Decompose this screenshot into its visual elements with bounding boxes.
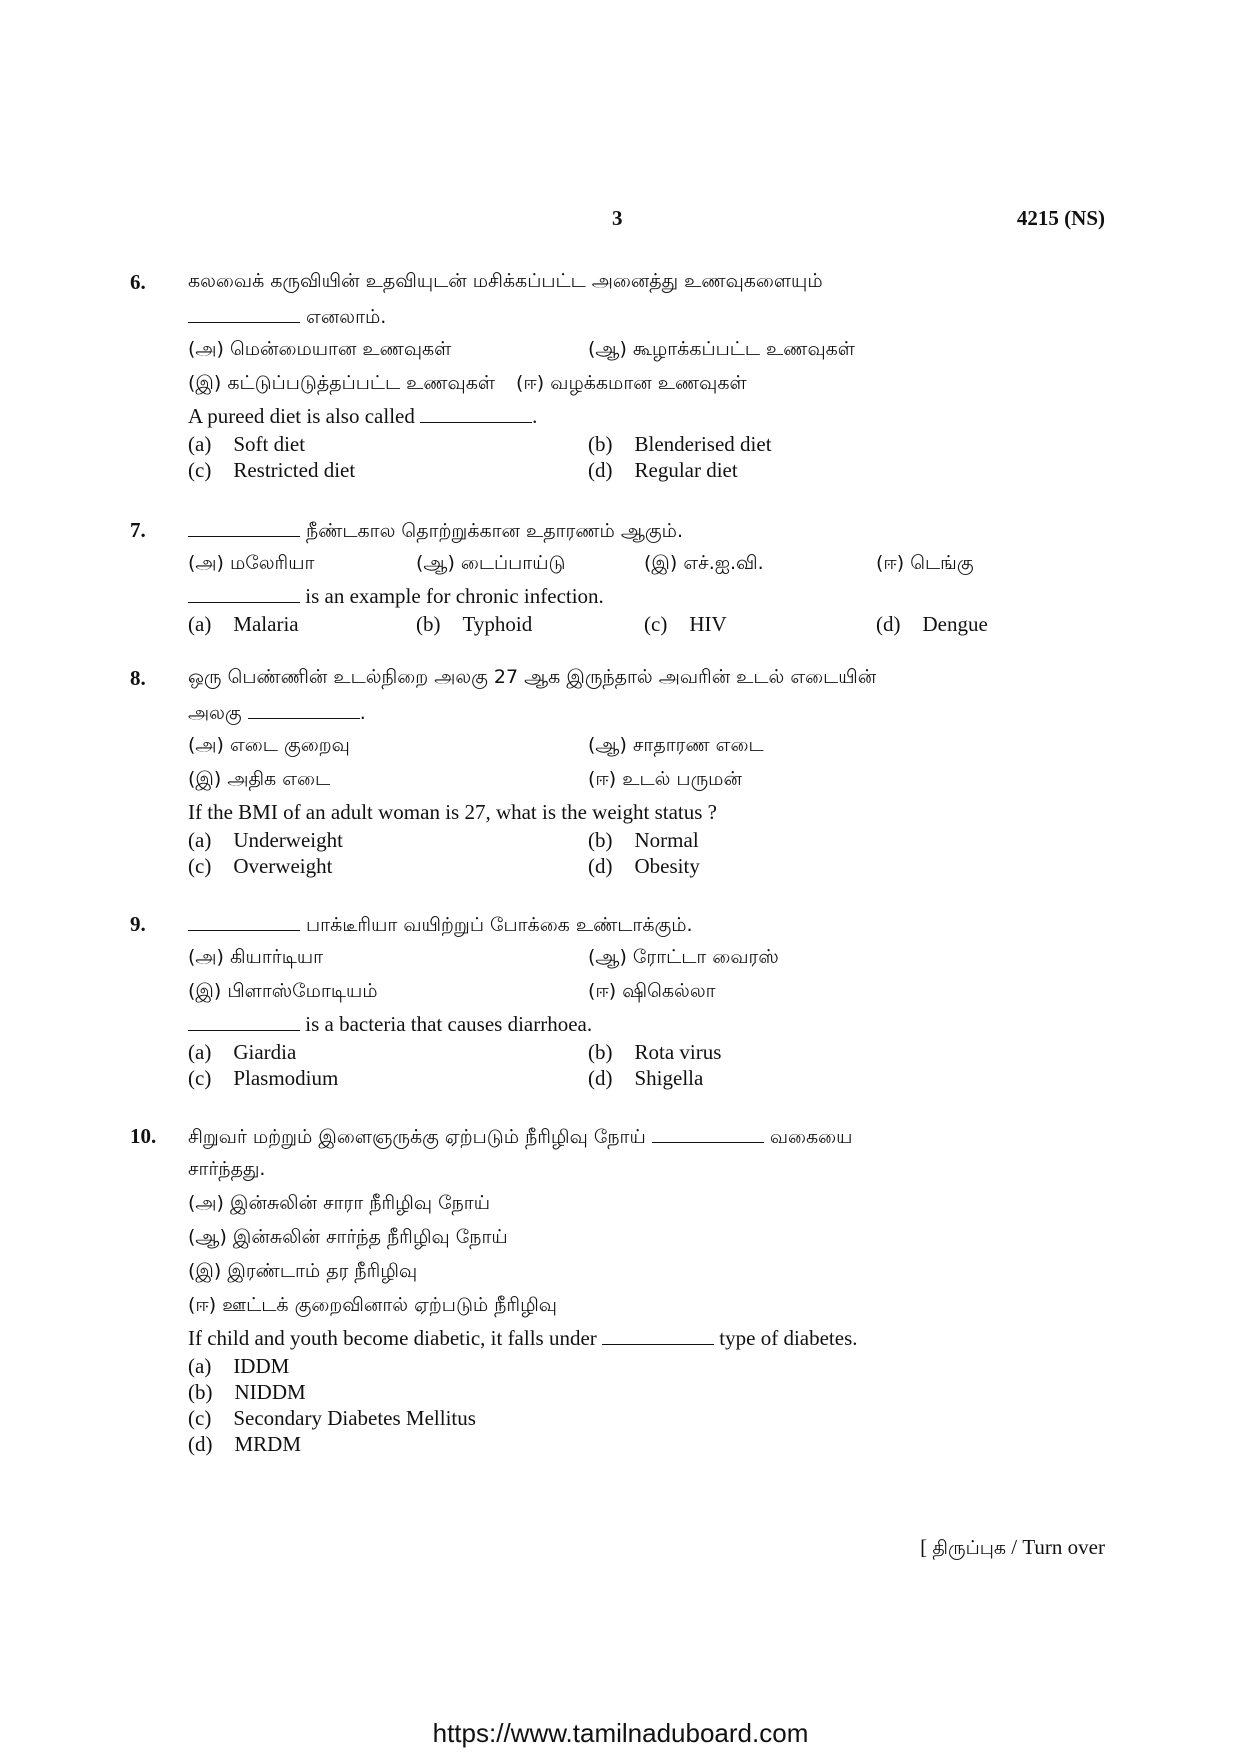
question-text-en: If the BMI of an adult woman is 27, what is the weight status ? — [188, 800, 717, 824]
ta-option-b: (ஆ) ரோட்டா வைரஸ் — [588, 946, 779, 968]
en-option-a: (a) IDDM — [188, 1354, 290, 1378]
ta-option-b: (ஆ) இன்சுலின் சார்ந்த நீரிழிவு நோய் — [188, 1226, 508, 1248]
question-text-ta-1: பாக்டீரியா வயிற்றுப் போக்கை உண்டாக்கும். — [306, 914, 693, 936]
answer-blank — [602, 1326, 714, 1345]
question-text-ta-cont — [188, 304, 386, 331]
question-text-ta: கலவைக் கருவியின் உதவியுடன் மசிக்கப்பட்ட அனைத்து உணவுகளையும் — [188, 270, 823, 292]
ta-option-d: (ஈ) டெங்கு — [876, 552, 974, 574]
turn-over-ta: திருப்புக — [932, 1537, 1006, 1559]
en-option-a: (a) Giardia — [188, 1040, 297, 1064]
answer-blank — [188, 518, 300, 537]
question-text-en-post: . — [532, 404, 538, 428]
en-option-d: (d) MRDM — [188, 1432, 302, 1456]
question-text-ta-1: நீண்டகால தொற்றுக்கான உதாரணம் ஆகும். — [306, 520, 684, 542]
ta-option-b: (ஆ) சாதாரண எடை — [588, 734, 764, 756]
turn-over-en: Turn over — [1022, 1535, 1105, 1559]
page-number: 3 — [612, 206, 623, 230]
en-option-b: (b) Typhoid — [416, 612, 533, 636]
question-text-ta-2: சார்ந்தது. — [188, 1158, 266, 1180]
ta-option-a: (அ) மென்மையான உணவுகள் — [188, 338, 452, 360]
question-number: 8. — [130, 666, 146, 690]
answer-blank — [248, 700, 360, 719]
question-text-ta-1-pre: சிறுவர் மற்றும் இளைஞருக்கு ஏற்படும் நீரிழிவு நோய் — [188, 1126, 646, 1148]
question-text-en — [188, 584, 604, 609]
question-text-ta-2: எனலாம். — [306, 306, 387, 328]
ta-option-c: (இ) பிளாஸ்மோடியம் — [188, 980, 378, 1002]
question-text-en-post: is an example for chronic infection. — [305, 584, 604, 608]
ta-option-a: (அ) எடை குறைவு — [188, 734, 350, 756]
question-number: 7. — [130, 518, 146, 542]
paper-code: 4215 (NS) — [1016, 206, 1105, 230]
question-text-en — [188, 404, 537, 429]
ta-option-d: (ஈ) வழக்கமான உணவுகள் — [516, 372, 747, 394]
ta-option-c: (இ) எச்.ஐ.வி. — [644, 552, 764, 574]
question-number: 10. — [130, 1124, 157, 1148]
question-text-en — [188, 1012, 592, 1037]
ta-option-d: (ஈ) உடல் பருமன் — [588, 768, 742, 790]
ta-option-b: (ஆ) கூழாக்கப்பட்ட உணவுகள் — [588, 338, 855, 360]
en-option-c: (c) HIV — [644, 612, 727, 636]
turn-over-separator: / — [1011, 1535, 1018, 1559]
ta-option-a: (அ) மலேரியா — [188, 552, 315, 574]
en-option-d: (d) Dengue — [876, 612, 988, 636]
answer-blank — [652, 1124, 764, 1143]
en-option-d: (d) Obesity — [588, 854, 700, 878]
en-option-d: (d) Shigella — [588, 1066, 704, 1090]
ta-option-a: (அ) கியார்டியா — [188, 946, 324, 968]
answer-blank — [420, 404, 532, 423]
ta-option-b: (ஆ) டைப்பாய்டு — [416, 552, 566, 574]
en-option-d: (d) Regular diet — [588, 458, 738, 482]
answer-blank — [188, 912, 300, 931]
ta-option-a: (அ) இன்சுலின் சாரா நீரிழிவு நோய் — [188, 1192, 490, 1214]
ta-option-d: (ஈ) ஷிகெல்லா — [588, 980, 716, 1002]
question-text-en-pre: If child and youth become diabetic, it falls under — [188, 1326, 597, 1350]
en-option-a: (a) Underweight — [188, 828, 343, 852]
question-number: 9. — [130, 912, 146, 936]
ta-option-c: (இ) கட்டுப்படுத்தப்பட்ட உணவுகள் — [188, 372, 496, 394]
answer-blank — [188, 304, 300, 323]
ta-option-c: (இ) இரண்டாம் தர நீரிழிவு — [188, 1260, 418, 1282]
en-option-a: (a) Malaria — [188, 612, 299, 636]
question-text-ta — [188, 912, 693, 939]
website-url[interactable]: https://www.tamilnaduboard.com — [432, 1718, 809, 1748]
en-option-b: (b) Rota virus — [588, 1040, 722, 1064]
question-text-ta-2-post: . — [359, 702, 366, 724]
en-option-c: (c) Secondary Diabetes Mellitus — [188, 1406, 476, 1430]
question-text-ta-1-post: வகையை — [769, 1126, 853, 1148]
question-text-ta-cont — [188, 700, 366, 727]
answer-blank — [188, 584, 300, 603]
en-option-c: (c) Plasmodium — [188, 1066, 339, 1090]
en-option-c: (c) Restricted diet — [188, 458, 356, 482]
question-number: 6. — [130, 270, 146, 294]
turn-over-note — [920, 1535, 1105, 1562]
question-text-ta — [188, 518, 683, 545]
question-text-ta-2-pre: அலகு — [188, 702, 242, 724]
question-text-ta — [188, 1124, 852, 1151]
ta-option-d: (ஈ) ஊட்டக் குறைவினால் ஏற்படும் நீரிழிவு — [188, 1294, 557, 1316]
turn-over-bracket: [ — [920, 1535, 928, 1559]
question-text-ta: ஒரு பெண்ணின் உடல்நிறை அலகு 27 ஆக இருந்தால் அவரின் உடல் எடையின் — [188, 666, 877, 688]
question-text-en — [188, 1326, 858, 1351]
en-option-a: (a) Soft diet — [188, 432, 306, 456]
question-text-en-post: type of diabetes. — [719, 1326, 858, 1350]
en-option-b: (b) Blenderised diet — [588, 432, 772, 456]
answer-blank — [188, 1012, 300, 1031]
en-option-b: (b) NIDDM — [188, 1380, 306, 1404]
en-option-b: (b) Normal — [588, 828, 699, 852]
ta-option-c: (இ) அதிக எடை — [188, 768, 331, 790]
en-option-c: (c) Overweight — [188, 854, 333, 878]
question-text-en-pre: A pureed diet is also called — [188, 404, 415, 428]
question-text-en-post: is a bacteria that causes diarrhoea. — [305, 1012, 593, 1036]
